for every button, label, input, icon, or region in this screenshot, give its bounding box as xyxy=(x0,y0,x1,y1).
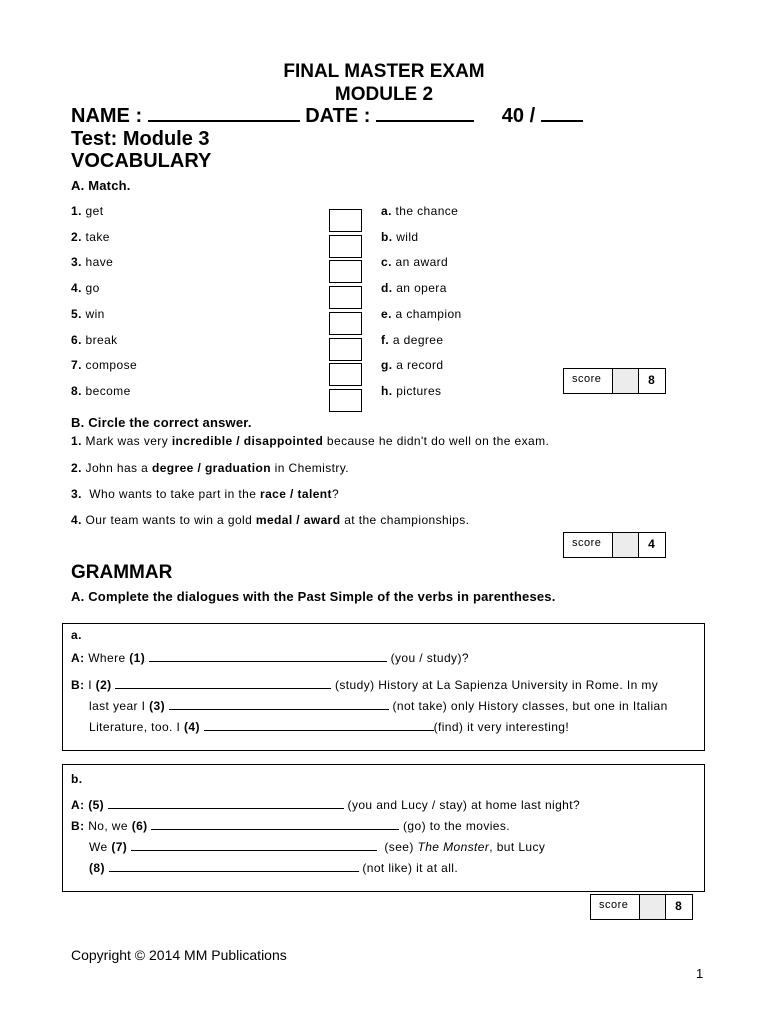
score-label: score xyxy=(572,373,602,385)
exam-title: FINAL MASTER EXAM xyxy=(283,61,485,82)
copyright-text: Copyright © 2014 MM Publications xyxy=(71,947,287,963)
match-instruction: A. Match. xyxy=(71,178,131,193)
answer-blank-1[interactable] xyxy=(149,651,387,662)
blank-number: (2) xyxy=(95,678,112,692)
item-word: go xyxy=(85,281,100,295)
answer-blank-5[interactable] xyxy=(108,798,344,809)
answer-choices[interactable]: race / talent xyxy=(260,487,332,501)
line-text: Literature, too. I xyxy=(89,720,184,734)
line-text: (not like) it at all. xyxy=(358,861,459,875)
score-label: score xyxy=(572,537,602,549)
speaker-label: A: xyxy=(71,798,85,812)
dialogue-b-line-2 xyxy=(71,819,510,833)
answer-blank-4[interactable] xyxy=(204,720,434,731)
line-text: (find) it very interesting! xyxy=(433,720,570,734)
line-text: last year I xyxy=(89,699,150,713)
answer-blank-8[interactable] xyxy=(109,861,359,872)
page-number: 1 xyxy=(696,966,704,981)
item-phrase: the chance xyxy=(395,204,459,218)
item-word: compose xyxy=(85,358,138,372)
match-answer-box[interactable] xyxy=(329,363,362,386)
match-answer-box[interactable] xyxy=(329,338,362,361)
item-number: 3. xyxy=(71,255,82,269)
score-entry[interactable] xyxy=(612,369,638,393)
item-phrase: a degree xyxy=(392,333,444,347)
item-word: break xyxy=(85,333,118,347)
line-text: Where xyxy=(88,651,130,665)
item-number: 4. xyxy=(71,281,82,295)
item-text: in Chemistry. xyxy=(270,461,350,475)
item-letter: e. xyxy=(381,307,392,321)
score-entry[interactable] xyxy=(612,533,638,557)
item-number: 2. xyxy=(71,461,82,475)
line-text: , but Lucy xyxy=(489,840,546,854)
answer-blank-6[interactable] xyxy=(151,819,399,830)
circle-item xyxy=(71,461,349,475)
speaker-label: A: xyxy=(71,651,85,665)
dialogue-a-panel xyxy=(62,623,705,751)
match-answer-box[interactable] xyxy=(329,286,362,309)
name-date-line xyxy=(71,105,583,128)
dialogue-a-label: a. xyxy=(71,628,82,642)
item-word: become xyxy=(85,384,131,398)
match-right-item xyxy=(381,281,447,295)
circle-item xyxy=(71,487,339,501)
match-answer-box[interactable] xyxy=(329,389,362,412)
match-left-item xyxy=(71,281,100,295)
item-text: John has a xyxy=(85,461,152,475)
answer-blank-3[interactable] xyxy=(169,699,389,710)
match-right-item xyxy=(381,255,448,269)
speaker-label: B: xyxy=(71,819,85,833)
item-word: take xyxy=(85,230,110,244)
date-blank[interactable] xyxy=(376,110,474,122)
item-number: 4. xyxy=(71,513,82,527)
match-right-item xyxy=(381,307,462,321)
item-word: get xyxy=(85,204,104,218)
match-right-item xyxy=(381,333,443,347)
blank-number: (8) xyxy=(89,861,105,875)
match-left-item xyxy=(71,255,113,269)
name-blank[interactable] xyxy=(148,110,300,122)
answer-choices[interactable]: incredible / disappointed xyxy=(171,434,324,448)
answer-blank-2[interactable] xyxy=(115,678,331,689)
dialogue-b-line-1 xyxy=(71,798,580,812)
line-text: (see) xyxy=(376,840,418,854)
match-answer-box[interactable] xyxy=(329,312,362,335)
item-phrase: pictures xyxy=(396,384,442,398)
grammar-heading: GRAMMAR xyxy=(71,562,173,583)
item-letter: a. xyxy=(381,204,392,218)
match-right-item xyxy=(381,384,441,398)
dialogue-b-label: b. xyxy=(71,772,83,786)
match-left-item xyxy=(71,333,118,347)
match-answer-box[interactable] xyxy=(329,209,362,232)
score-max: 8 xyxy=(638,369,664,393)
dialogue-b-line-3 xyxy=(89,840,545,854)
total-score-label: 40 / xyxy=(501,105,536,127)
answer-choices[interactable]: medal / award xyxy=(255,513,341,527)
item-text: Who wants to take part in the xyxy=(85,487,261,501)
dialogue-b-panel xyxy=(62,764,705,892)
score-box-match xyxy=(563,368,666,394)
blank-number: (3) xyxy=(149,699,166,713)
item-letter: g. xyxy=(381,358,393,372)
item-letter: c. xyxy=(381,255,392,269)
dialogue-a-line-2 xyxy=(71,678,658,692)
match-left-item xyxy=(71,204,103,218)
score-max: 8 xyxy=(665,895,691,919)
blank-number: (1) xyxy=(129,651,146,665)
score-box-circle xyxy=(563,532,666,558)
line-text: (study) History at La Sapienza University in Rome. In my xyxy=(331,678,659,692)
line-text: (not take) only History classes, but one in Italian xyxy=(388,699,668,713)
line-text: (you / study)? xyxy=(386,651,469,665)
item-number: 1. xyxy=(71,204,82,218)
dialogue-b-line-4 xyxy=(89,861,458,875)
item-number: 2. xyxy=(71,230,82,244)
score-max: 4 xyxy=(638,533,664,557)
circle-item xyxy=(71,434,549,448)
item-number: 1. xyxy=(71,434,82,448)
match-left-item xyxy=(71,384,131,398)
line-text: (you and Lucy / stay) at home last night? xyxy=(343,798,581,812)
match-answer-box[interactable] xyxy=(329,260,362,283)
blank-number: (6) xyxy=(131,819,148,833)
date-label: DATE : xyxy=(305,105,371,127)
dialogue-a-line-3 xyxy=(89,699,668,713)
answer-choices[interactable]: degree / graduation xyxy=(152,461,271,475)
line-text: No, we xyxy=(88,819,132,833)
item-word: win xyxy=(85,307,105,321)
grammar-instruction: A. Complete the dialogues with the Past Simple of the verbs in parentheses. xyxy=(71,589,556,604)
item-text: at the championships. xyxy=(340,513,470,527)
item-text: Our team wants to win a gold xyxy=(85,513,256,527)
test-title: Test: Module 3 xyxy=(71,128,210,150)
score-box-grammar xyxy=(590,894,693,920)
item-number: 6. xyxy=(71,333,82,347)
answer-blank-7[interactable] xyxy=(131,840,377,851)
item-number: 5. xyxy=(71,307,82,321)
match-right-item xyxy=(381,358,443,372)
blank-number: (7) xyxy=(111,840,128,854)
match-left-item xyxy=(71,230,110,244)
item-number: 7. xyxy=(71,358,82,372)
item-letter: d. xyxy=(381,281,393,295)
speaker-label: B: xyxy=(71,678,85,692)
item-phrase: wild xyxy=(396,230,419,244)
dialogue-a-line-1 xyxy=(71,651,469,665)
item-letter: h. xyxy=(381,384,393,398)
blank-number: (5) xyxy=(88,798,105,812)
item-word: have xyxy=(85,255,114,269)
match-answer-box[interactable] xyxy=(329,235,362,258)
item-phrase: an opera xyxy=(396,281,447,295)
line-text: I xyxy=(88,678,96,692)
line-text: (go) to the movies. xyxy=(399,819,511,833)
item-number: 3. xyxy=(71,487,82,501)
vocabulary-heading: VOCABULARY xyxy=(71,150,212,172)
match-left-item xyxy=(71,358,137,372)
item-phrase: an award xyxy=(395,255,449,269)
name-label: NAME : xyxy=(71,105,143,127)
blank-number: (4) xyxy=(183,720,200,734)
item-letter: f. xyxy=(381,333,390,347)
score-label: score xyxy=(599,899,629,911)
item-letter: b. xyxy=(381,230,393,244)
item-text: because he didn't do well on the exam. xyxy=(323,434,550,448)
item-phrase: a champion xyxy=(395,307,462,321)
movie-title: The Monster xyxy=(417,840,490,854)
item-text: Mark was very xyxy=(85,434,172,448)
circle-item xyxy=(71,513,469,527)
dialogue-a-line-4 xyxy=(89,720,569,734)
total-score-blank[interactable] xyxy=(541,110,583,122)
match-right-item xyxy=(381,230,418,244)
item-phrase: a record xyxy=(396,358,444,372)
line-text: We xyxy=(89,840,112,854)
score-entry[interactable] xyxy=(639,895,665,919)
item-number: 8. xyxy=(71,384,82,398)
circle-instruction: B. Circle the correct answer. xyxy=(71,415,252,430)
match-right-item xyxy=(381,204,458,218)
module-title: MODULE 2 xyxy=(334,84,434,105)
item-text: ? xyxy=(331,487,340,501)
match-left-item xyxy=(71,307,105,321)
